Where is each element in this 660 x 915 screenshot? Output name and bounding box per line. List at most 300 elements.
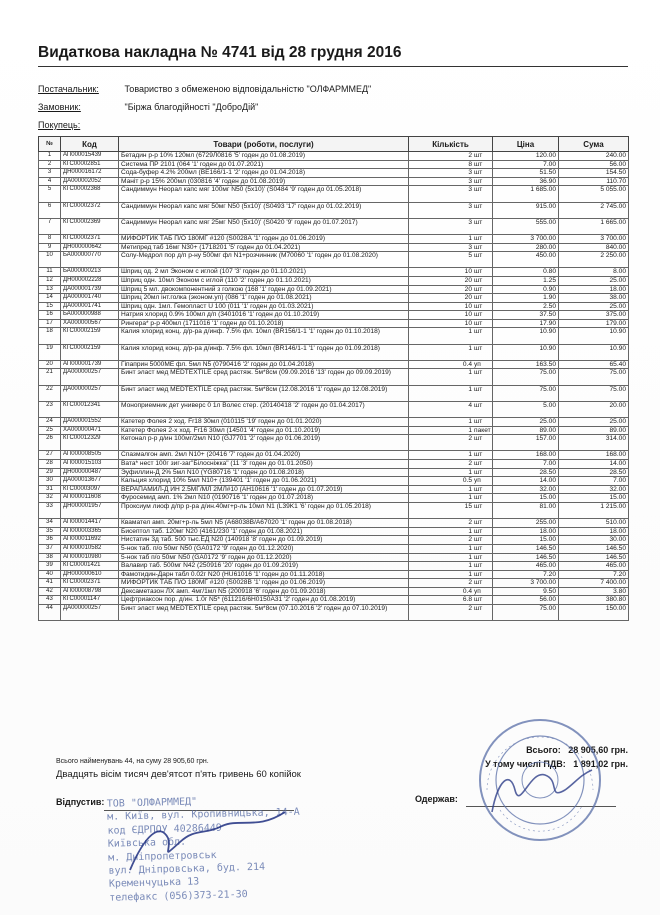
row-quantity-unit: уп [474,360,481,368]
row-code: КГС00002159 [61,328,119,344]
row-price: 146.50 [493,553,559,562]
row-quantity-unit: шт [474,502,483,510]
row-price: 465.00 [493,562,559,571]
row-price: 7.00 [493,459,559,468]
row-quantity-value: 1 [468,234,472,242]
row-code: ДА000001741 [61,302,119,311]
row-goods-name: Сандиммун Неорал капс мяг 100мг N50 (5x10)' (S0484 '9' годен до 01.05.2018) [119,186,409,202]
row-price: 555.00 [493,218,559,234]
row-price: 0.90 [493,285,559,294]
row-quantity-value: 2 [468,459,472,467]
row-quantity-unit: уп [474,477,481,485]
customer-signature [492,770,592,812]
row-quantity-unit: шт [474,169,483,177]
row-sum: 5 055.00 [559,186,629,202]
row-sum: 510.00 [559,519,629,528]
row-code: ДН000000610 [61,570,119,579]
row-code: АП000008798 [61,587,119,596]
row-sum: 168.00 [559,451,629,460]
row-quantity-value: 1 [468,451,472,459]
row-code: АП000014417 [61,519,119,528]
row-quantity-value: 20 [464,285,472,293]
row-quantity-unit: шт [474,385,483,393]
row-sum: 110.70 [559,177,629,186]
row-price: 56.00 [493,596,559,605]
row-quantity-unit: шт [474,579,483,587]
row-code: ДН000000642 [61,243,119,252]
row-price: 7.20 [493,570,559,579]
row-number: 20 [39,360,61,369]
row-number: 31 [39,485,61,494]
row-goods-name: Шприц од. 2 мл Эконом с иглой (107 '3' годен до 01.10.2021) [119,268,409,277]
row-code: КГС00002371 [61,234,119,243]
row-number: 41 [39,579,61,588]
row-code: КГС00002368 [61,186,119,202]
row-quantity-unit: шт [474,234,483,242]
row-price: 255.00 [493,519,559,528]
row-sum: 32.00 [559,485,629,494]
row-price: 28.50 [493,468,559,477]
row-code: БА000000213 [61,268,119,277]
row-sum: 465.00 [559,562,629,571]
row-sum: 2 250.00 [559,252,629,268]
row-quantity-unit: шт [474,527,483,535]
row-price: 81.00 [493,502,559,518]
row-quantity-value: 5 [468,252,472,260]
row-number: 2 [39,160,61,169]
row-sum: 314.00 [559,435,629,451]
total-value: 28 905,60 [568,745,609,755]
row-quantity-value: 1 [468,369,472,377]
row-quantity-value: 1 [468,562,472,570]
row-code: ХА000000471 [61,426,119,435]
row-goods-name: Шприц 20мл інт.голка (эконом.уп) (086 '1' годен до 01.08.2021) [119,294,409,303]
row-quantity-value: 3 [468,169,472,177]
row-number: 37 [39,544,61,553]
row-quantity-value: 10 [464,302,472,310]
row-quantity-unit: шт [474,401,483,409]
row-price: 37.50 [493,311,559,320]
row-goods-name: 5-нок таб п/о 50мг N50 (GA0172 '9' годен до 01.12.2020) [119,553,409,562]
row-price: 9.50 [493,587,559,596]
row-price: 0.80 [493,268,559,277]
row-goods-name: Сандиммун Неорал капс мяг 25мг N50 (5x10)' (S0420 '9' годен до 01.07.2017) [119,218,409,234]
row-price: 280.00 [493,243,559,252]
row-number: 17 [39,319,61,328]
row-goods-name: Шприц 5 мл. двокомпонентний з голкою (168 '1' годен до 01.09.2021) [119,285,409,294]
row-code: КГС00012329 [61,435,119,451]
row-price: 3 700.00 [493,234,559,243]
row-goods-name: Шприц одн. 10мл Эконом с иглой (110 '2' годен до 01.10.2021) [119,276,409,285]
customer-name: "Біржа благодійності "ДоброДій" [124,102,259,112]
row-code: КГС00002159 [61,344,119,360]
row-code: АП000011692 [61,536,119,545]
row-quantity-unit: пакет [474,426,491,434]
row-price: 75.00 [493,385,559,401]
row-quantity-unit: шт [474,152,483,159]
row-sum: 65.40 [559,360,629,369]
buyer-label: Покупець: [38,120,81,130]
issued-by-label: Відпустив: [56,797,105,807]
row-number: 10 [39,252,61,268]
stamp-line: Кременчуцька 13 [108,876,200,891]
row-number: 39 [39,562,61,571]
row-quantity-unit: шт [474,369,483,377]
row-code: АП000010582 [61,544,119,553]
row-sum: 7 400.00 [559,579,629,588]
row-goods-name: МИФОРТИК ТАБ П/О 180МГ #120 (S0028В '1' годен до 01.06.2019) [119,579,409,588]
row-quantity-value: 10 [464,319,472,327]
row-goods-name: 5-нок таб. п/о 50мг N50 (GA0172 '9' годен до 01.12.2020) [119,544,409,553]
row-goods-name: Дексаметазон ЛХ амп. 4мг/1мл N5 (200918 '6' годен до 01.09.2018) [119,587,409,596]
total-currency: грн. [610,745,628,755]
row-code: ДА000000257 [61,369,119,385]
row-number: 3 [39,169,61,178]
row-goods-name: Кальция хлорид 10% 5мл N10+ (139401 '1' годен до 01.06.2021) [119,477,409,486]
row-number: 15 [39,302,61,311]
row-goods-name: МИФОРТИК ТАБ П/О 180МГ #120 (S0028А '1' годен до 01.06.2019) [119,234,409,243]
row-quantity-value: 20 [464,276,472,284]
row-price: 18.00 [493,527,559,536]
row-code: АП000015439 [61,152,119,161]
row-code: КГС00001421 [61,562,119,571]
row-number: 6 [39,202,61,218]
stamp-line: вул. Дніпровська, буд. 214 [108,861,266,877]
row-quantity-unit: шт [474,276,483,284]
row-quantity-unit: шт [474,605,483,613]
row-quantity-unit: шт [474,186,483,194]
row-price: 15.00 [493,536,559,545]
row-number: 5 [39,186,61,202]
row-price: 1.25 [493,276,559,285]
row-quantity-unit: шт [474,570,483,578]
row-code: КГС00002371 [61,579,119,588]
row-number: 25 [39,426,61,435]
row-price: 51.50 [493,169,559,178]
row-code: КГС00003097 [61,485,119,494]
row-sum: 1 665.00 [559,218,629,234]
row-quantity-value: 8 [468,160,472,168]
row-code: БА000000988 [61,311,119,320]
row-quantity-unit: шт [474,285,483,293]
row-price: 25.00 [493,418,559,427]
row-price: 7.00 [493,160,559,169]
row-code: КГС00002851 [61,160,119,169]
row-quantity-value: 2 [468,579,472,587]
row-goods-name: Сода-буфер 4.2% 200мл (ВЕ166/1-1 '2' годен до 01.04.2018) [119,169,409,178]
row-code: КГС00001147 [61,596,119,605]
col-header-code: Код [61,137,119,152]
row-goods-name: Сандиммун Неорал капс мяг 50мг N50 (5x10)' (S0493 '17' годен до 01.02.2019) [119,202,409,218]
row-sum: 3 700.00 [559,234,629,243]
row-quantity-unit: шт [474,553,483,561]
row-sum: 38.00 [559,294,629,303]
row-goods-name: Маніт р-р 15% 200мл (030816 '4' годен до 01.08.2019) [119,177,409,186]
row-code: АП000010980 [61,553,119,562]
row-price: 168.00 [493,451,559,460]
row-number: 19 [39,344,61,360]
row-goods-name: Вата* нест 100г зиг-заг"Білосніжка" (11 '3' годен до 01.01.2050) [119,459,409,468]
row-goods-name: Эуфиллин-Д 2% 5мл N10 (YG80716 '1' годен до 01.08.2018) [119,468,409,477]
row-code: КГС00002372 [61,202,119,218]
row-number: 11 [39,268,61,277]
row-goods-name: Гіпаприн 5000МЕ фл. 5мл N5 (0790416 '2' годен до 01.04.2018) [119,360,409,369]
row-code: АП000003365 [61,527,119,536]
row-code: ХА000000567 [61,319,119,328]
customer-round-seal [480,720,600,840]
row-number: 27 [39,451,61,460]
row-price: 5.00 [493,401,559,417]
row-sum: 1 215.00 [559,502,629,518]
stamp-line: Київська обл. [107,836,187,850]
row-number: 18 [39,328,61,344]
row-goods-name: Натрия хлорид 0.9% 100мл д/п (3401016 '1' годен до 01.10.2019) [119,311,409,320]
row-price: 450.00 [493,252,559,268]
row-number: 29 [39,468,61,477]
row-number: 13 [39,285,61,294]
row-goods-name: Бинт эласт мед MEDTEXTILE сред растяж. 5м*8см (07.10.2016 '2' годен до 07.10.2019) [119,605,409,621]
row-quantity-value: 2 [468,435,472,443]
row-price: 36.90 [493,177,559,186]
row-goods-name: Моноприемник дет универс 0 1л Волес стер. (20140418 '2' годен до 01.04.2017) [119,401,409,417]
row-number: 12 [39,276,61,285]
row-goods-name: Рингера* р-р 400мл (1711016 '1' годен до 01.10.2018) [119,319,409,328]
row-quantity-unit: уп [474,587,481,595]
row-number: 16 [39,311,61,320]
row-sum: 30.00 [559,536,629,545]
row-sum: 89.00 [559,426,629,435]
supplier-label: Постачальник: [38,84,99,94]
invoice-title: Видаткова накладна № 4741 від 28 грудня 2016 [38,44,402,61]
row-sum: 10.90 [559,328,629,344]
row-quantity-value: 2 [468,519,472,527]
row-quantity-unit: шт [474,418,483,425]
summary-note: Всього найменувань 44, на суму 28 905,60 грн. [56,758,209,765]
row-price: 75.00 [493,605,559,621]
row-number: 30 [39,477,61,486]
row-goods-name: Кетонал р-р д/ин 100мг/2мл N10 (GJ7701 '2' годен до 01.06.2019) [119,435,409,451]
row-number: 23 [39,401,61,417]
row-number: 44 [39,605,61,621]
row-sum: 2 745.00 [559,202,629,218]
row-number: 4 [39,177,61,186]
row-goods-name: Нистатин 3д таб. 500 тыс.ЕД N20 (140918 '8' годен до 01.09.2019) [119,536,409,545]
row-code: БА000000770 [61,252,119,268]
row-goods-name: Квамател амп. 20мг+р-ль 5мл N5 (А68038В/А67020 '1' годен до 01.08.2018) [119,519,409,528]
row-quantity-value: 3 [468,186,472,194]
stamp-line: м. Дніпропетровськ [108,849,217,864]
row-quantity-unit: шт [474,268,483,276]
col-header-goods: Товари (роботи, послуги) [119,137,409,152]
row-goods-name: Калия хлорид конц. д/р-ра д/инф. 7.5% фл. 10мл (ВR146/1-1 '1' годен до 01.09.2018) [119,344,409,360]
row-quantity-unit: шт [474,160,483,168]
row-sum: 14.00 [559,459,629,468]
row-code: АП000015103 [61,459,119,468]
row-number: 38 [39,553,61,562]
row-goods-name: Калия хлорид конц. д/р-ра д/инф. 7.5% фл. 10мл (ВR156/1-1 '1' годен до 01.10.2018) [119,328,409,344]
row-sum: 154.50 [559,169,629,178]
row-sum: 75.00 [559,385,629,401]
row-quantity-value: 3 [468,202,472,210]
row-quantity-value: 1 [468,385,472,393]
row-sum: 20.00 [559,401,629,417]
supplier-signature [130,812,285,870]
row-goods-name: Солу-Медрол пор д/п р-ну 500мг фл N1+розчинник (М70060 '1' годен до 01.08.2020) [119,252,409,268]
row-quantity-unit: шт [474,544,483,552]
row-price: 163.50 [493,360,559,369]
row-price: 120.00 [493,152,559,161]
row-quantity-unit: шт [474,596,483,604]
row-sum: 150.00 [559,605,629,621]
row-goods-name: Бинт эласт мед MEDTEXTILE сред растяж. 5м*8см (09.09.2016 '13' годен до 09.09.2019) [119,369,409,385]
row-quantity-value: 6.8 [462,596,472,604]
row-quantity-value: 3 [468,218,472,226]
row-price: 2.50 [493,302,559,311]
row-sum: 10.90 [559,344,629,360]
row-price: 15.00 [493,494,559,503]
row-quantity-value: 2 [468,536,472,544]
row-code: ДН000001957 [61,502,119,518]
col-header-price: Ціна [493,137,559,152]
row-code: ДН000016172 [61,169,119,178]
row-quantity-unit: шт [474,451,483,459]
row-number: 1 [39,152,61,161]
row-code: АП000001739 [61,360,119,369]
total-label: Всього: [526,745,561,755]
row-goods-name: Метипред таб 16мг N30+ (1718201 '5' годен до 01.04.2021) [119,243,409,252]
row-quantity-value: 10 [464,268,472,276]
row-sum: 8.00 [559,268,629,277]
row-goods-name: Проксиум лиоф д/пр р-ра д/ин.40мг+р-ль 10мл N1 (L39K1 '6' годен до 01.05.2018) [119,502,409,518]
row-sum: 240.00 [559,152,629,161]
row-number: 28 [39,459,61,468]
row-sum: 15.00 [559,494,629,503]
row-quantity-unit: шт [474,485,483,493]
row-quantity-unit: шт [474,536,483,544]
supplier-name: Товариство з обмеженою відповідальністю "ОЛФАРММЕД" [124,84,372,94]
row-code: ДА000002052 [61,177,119,186]
row-quantity-unit: шт [474,302,483,310]
row-number: 22 [39,385,61,401]
row-quantity-unit: шт [474,218,483,226]
row-sum: 146.50 [559,553,629,562]
row-quantity-value: 2 [468,152,472,159]
row-number: 24 [39,418,61,427]
row-number: 7 [39,218,61,234]
row-number: 40 [39,570,61,579]
vat-value: 1 891,02 [573,759,609,769]
row-code: ДА000001740 [61,294,119,303]
row-quantity-unit: шт [474,519,483,527]
row-goods-name: Катетер Фолея 2-х ход. Fr16 30мл (14501 '4' годен до 01.10.2019) [119,426,409,435]
stamp-line: телефакс (056)373-21-30 [109,888,248,904]
row-quantity-value: 1 [468,527,472,535]
row-quantity-value: 10 [464,311,472,319]
row-price: 10.90 [493,328,559,344]
row-sum: 146.50 [559,544,629,553]
row-quantity-value: 1 [468,344,472,352]
row-price: 3 700.00 [493,579,559,588]
row-sum: 3.80 [559,587,629,596]
row-price: 10.90 [493,344,559,360]
row-quantity-value: 0.4 [462,587,472,595]
row-price: 1.90 [493,294,559,303]
row-quantity-value: 1 [468,544,472,552]
row-code: ДА000013677 [61,477,119,486]
row-quantity-unit: шт [474,294,483,302]
row-sum: 840.00 [559,243,629,252]
row-price: 915.00 [493,202,559,218]
row-sum: 7.00 [559,477,629,486]
received-by-label: Одержав: [415,794,458,804]
row-quantity-unit: шт [474,252,483,260]
row-quantity-unit: шт [474,243,483,251]
row-sum: 25.00 [559,276,629,285]
row-quantity-unit: шт [474,344,483,352]
row-code: ДА000001552 [61,418,119,427]
row-price: 146.50 [493,544,559,553]
row-price: 157.00 [493,435,559,451]
stamp-line: м. Київ, вул. Кропивницька, 14-А [107,807,300,824]
row-number: 32 [39,494,61,503]
row-sum: 75.00 [559,369,629,385]
row-sum: 179.00 [559,319,629,328]
row-quantity-unit: шт [474,459,483,467]
row-code: ДА000001739 [61,285,119,294]
row-quantity-value: 1 [468,494,472,502]
vat-currency: грн. [610,759,628,769]
row-goods-name: Фамотидин-Дарн табл 0.02г N20 (НU61016 '1' годен до 01.11.2018) [119,570,409,579]
row-quantity-unit: шт [474,202,483,210]
row-number: 42 [39,587,61,596]
row-quantity-value: 1 [468,426,472,434]
row-sum: 28.50 [559,468,629,477]
row-goods-name: Бисептол таб. 120мг N20 (4161/230 '1' годен до 01.08.2021) [119,527,409,536]
row-goods-name: Бетадин р-р 10% 120мл (6729Л0816 '5' годен до 01.08.2019) [119,152,409,161]
row-number: 8 [39,234,61,243]
row-quantity-unit: шт [474,177,483,185]
row-quantity-value: 0.4 [462,360,472,368]
row-quantity-value: 3 [468,177,472,185]
row-number: 26 [39,435,61,451]
row-quantity-unit: шт [474,562,483,570]
row-quantity-value: 4 [468,401,472,409]
row-goods-name: Цефтриаксон пор. д/ин. 1.0г N5* (611216/6Н0150А31 '2' годен до 01.08.2019) [119,596,409,605]
row-goods-name: ВЕРАПАМИЛ-Д ИН 2.5МГ/МЛ 2МЛ#10 (АН10616 '1' годен до 01.07.2019) [119,485,409,494]
row-number: 34 [39,519,61,528]
row-code: КГС00002369 [61,218,119,234]
row-sum: 18.00 [559,527,629,536]
row-price: 32.00 [493,485,559,494]
row-quantity-unit: шт [474,328,483,336]
col-header-number: № [39,137,61,152]
row-sum: 25.00 [559,418,629,427]
row-sum: 56.00 [559,160,629,169]
vat-label: У тому числі ПДВ: [485,759,566,769]
col-header-quantity: Кількість [409,137,493,152]
row-code: ДН000000487 [61,468,119,477]
row-quantity-unit: шт [474,494,483,502]
row-code: АП000011608 [61,494,119,503]
stamp-line: код ЄДРПОУ 40286449 [107,822,222,837]
row-code: ДА000000257 [61,605,119,621]
row-price: 89.00 [493,426,559,435]
row-goods-name: Спазмалгон амп. 2мл N10+ (20416 '7' годен до 01.04.2020) [119,451,409,460]
row-goods-name: Бинт эласт мед MEDTEXTILE сред растяж. 5м*8см (12.08.2016 '1' годен до 12.08.2019) [119,385,409,401]
row-code: ДН000002228 [61,276,119,285]
row-number: 36 [39,536,61,545]
row-quantity-value: 20 [464,294,472,302]
